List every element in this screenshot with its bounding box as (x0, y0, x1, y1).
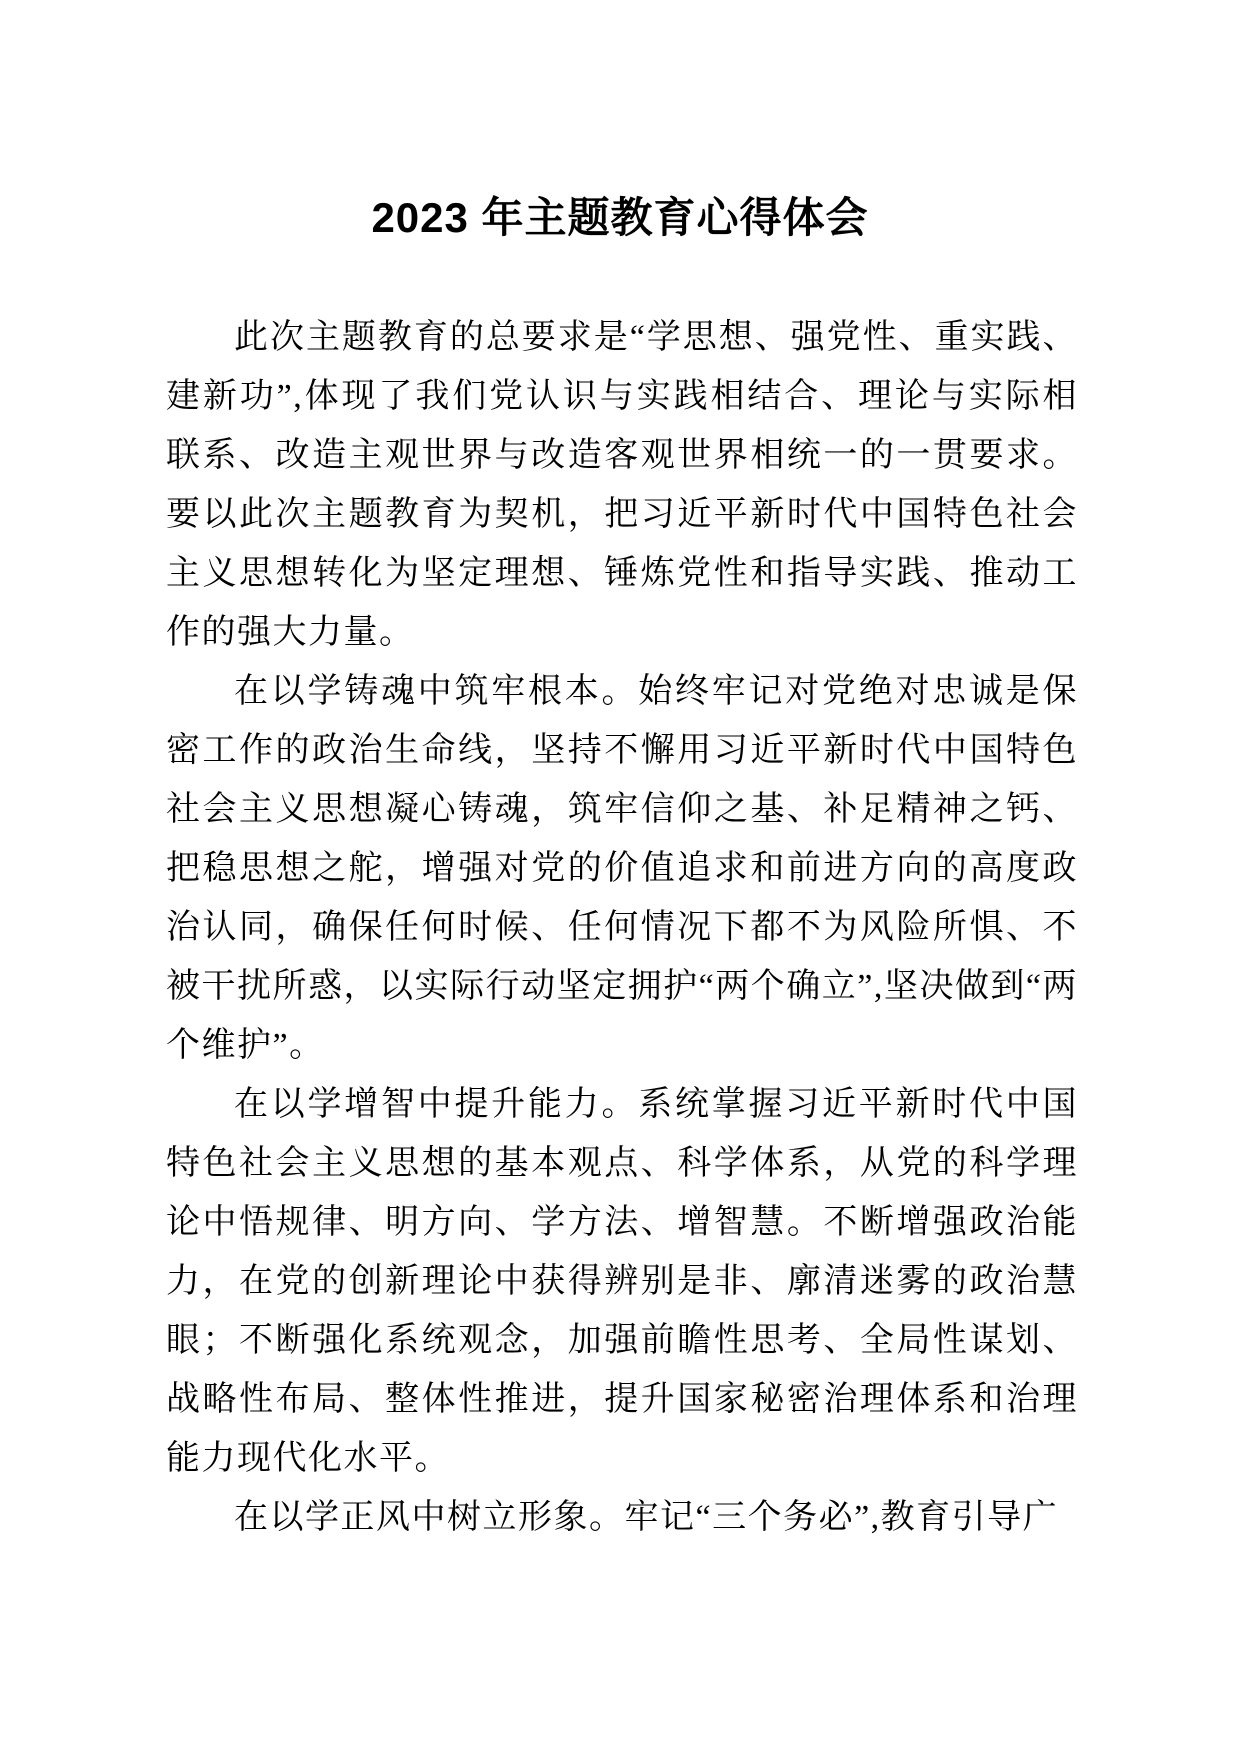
paragraph-4: 在以学正风中树立形象。牢记“三个务必”,教育引导广 (234, 1499, 1059, 1536)
document-body (166, 308, 1078, 1547)
paragraph-2: 在以学铸魂中筑牢根本。始终牢记对党绝对忠诚是保密工作的政治生命线，坚持不懈用习近平新时代中国特色社会主义思想凝心铸魂，筑牢信仰之基、补足精神之钙、把稳思想之舵，增强对党的价值追求和前进方向的高度政治认同，确保任何时候、任何情况下都不为风险所惧、不被干扰所惑，以实际行动坚定拥护“两个确立”,坚决做到“两个维护”。 (166, 673, 1078, 1064)
paragraph-1: 此次主题教育的总要求是“学思想、强党性、重实践、建新功”,体现了我们党认识与实践相结合、理论与实际相联系、改造主观世界与改造客观世界相统一的一贯要求。要以此次主题教育为契机，把习近平新时代中国特色社会主义思想转化为坚定理想、锤炼党性和指导实践、推动工作的强大力量。 (166, 319, 1078, 651)
paragraph-3: 在以学增智中提升能力。系统掌握习近平新时代中国特色社会主义思想的基本观点、科学体系，从党的科学理论中悟规律、明方向、学方法、增智慧。不断增强政治能力，在党的创新理论中获得辨别是非、廓清迷雾的政治慧眼；不断强化系统观念，加强前瞻性思考、全局性谋划、战略性布局、整体性推进，提升国家秘密治理体系和治理能力现代化水平。 (166, 1086, 1078, 1477)
document-title: 2023 年主题教育心得体会 (371, 194, 869, 241)
